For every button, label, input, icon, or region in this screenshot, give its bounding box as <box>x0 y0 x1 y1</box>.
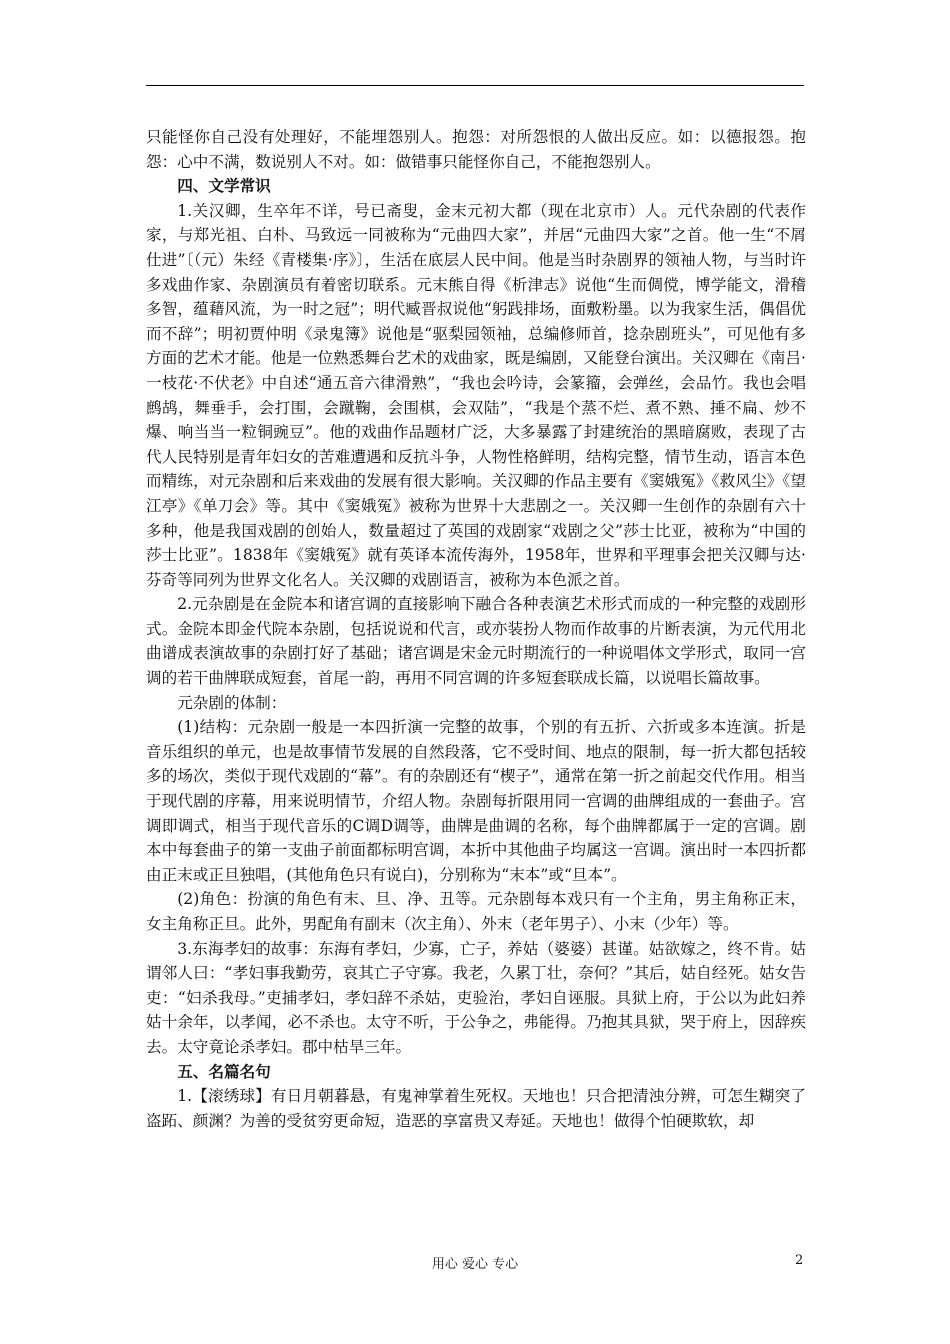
paragraph: 3.东海孝妇的故事：东海有孝妇，少寡，亡子，养姑（婆婆）甚谨。姑欲嫁之，终不肯。姑谓邻人曰：“孝妇事我勤劳，哀其亡子守寡。我老，久累丁壮，奈何？”其后，姑自经死。姑女告吏：“妇杀我母。”吏捕孝妇，孝妇辞不杀姑，吏验治，孝妇自诬服。具狱上府，于公以为此妇养姑十余年，以孝闻，必不杀也。太守不听，于公争之，弗能得。乃抱其具狱，哭于府上，因辞疾去。太守竟论杀孝妇。郡中枯旱三年。 <box>146 939 806 1056</box>
paragraph: 1.关汉卿，生卒年不详，号已斋叟，金末元初大都（现在北京市）人。元代杂剧的代表作家，与郑光祖、白朴、马致远一同被称为“元曲四大家”，并居“元曲四大家”之首。他一生“不屑仕进”〔（元）朱经《青楼集·序》〕，生活在底层人民中间。他是当时杂剧界的领袖人物，与当时许多戏曲作家、杂剧演员有着密切联系。元末熊自得《析津志》说他“生而倜傥，博学能文，滑稽多智，蕴藉风流，为一时之冠”；明代臧晋叔说他“躬践排场，面敷粉墨。以为我家生活，偶倡优而不辞”；明初贾仲明《录鬼簿》说他是“驱梨园领袖，总编修师首，捻杂剧班头”，可见他有多方面的艺术才能。他是一位熟悉舞台艺术的戏曲家，既是编剧，又能登台演出。关汉卿在《南吕·一枝花·不伏老》中自述“通五音六律滑熟”，“我也会吟诗，会篆籀，会弹丝，会品竹。我也会唱鹧鸪，舞垂手，会打围，会蹴鞠，会围棋，会双陆”，“我是个蒸不烂、煮不熟、捶不扁、炒不爆、响当当一粒铜豌豆”。他的戏曲作品题材广泛，大多暴露了封建统治的黑暗腐败，表现了古代人民特别是青年妇女的苦难遭遇和反抗斗争，人物性格鲜明，结构完整，情节生动，语言本色而精练，对元杂剧和后来戏曲的发展有很大影响。关汉卿的作品主要有《窦娥冤》《救风尘》《望江亭》《单刀会》等。其中《窦娥冤》被称为世界十大悲剧之一。关汉卿一生创作的杂剧有六十多种，他是我国戏剧的创始人，数量超过了英国的戏剧家“戏剧之父”莎士比亚，被称为“中国的莎士比亚”。1838年《窦娥冤》就有英译本流传海外，1958年，世界和平理事会把关汉卿与达·芬奇等同列为世界文化名人。关汉卿的戏剧语言，被称为本色派之首。 <box>146 201 806 589</box>
document-body <box>146 125 806 1133</box>
paragraph: 元杂剧的体制： <box>177 693 287 712</box>
paragraph: 1.【滚绣球】有日月朝暮悬，有鬼神掌着生死权。天地也！只合把清浊分辨，可怎生糊突了盗跖、颜渊？为善的受贫穷更命短，造恶的享富贵又寿延。天地也！做得个怕硬欺软，却 <box>146 1087 806 1130</box>
footer-motto: 用心 爱心 专心 <box>431 1257 519 1272</box>
section-heading: 四、文学常识 <box>177 176 271 196</box>
paragraph: 2.元杂剧是在金院本和诸宫调的直接影响下融合各种表演艺术形式而成的一种完整的戏剧形式。金院本即金代院本杂剧，包括说说和代言，或亦装扮人物而作故事的片断表演，为元代用北曲谱成表演故事的杂剧打好了基础；诸宫调是宋金元时期流行的一种说唱体文学形式，取同一宫调的若干曲牌联成短套，首尾一韵，再用不同宫调的许多短套联成长篇，以说唱长篇故事。 <box>146 595 806 688</box>
paragraph: (2)角色：扮演的角色有末、旦、净、丑等。元杂剧每本戏只有一个主角，男主角称正末，女主角称正旦。此外，男配角有副末（次主角）、外末（老年男子）、小末（少年）等。 <box>146 890 806 933</box>
paragraph: 只能怪你自己没有处理好，不能埋怨别人。抱怨：对所怨恨的人做出反应。如：以德报怨。抱怨：心中不满，数说别人不对。如：做错事只能怪你自己，不能抱怨别人。 <box>146 128 806 171</box>
header-rule <box>146 85 804 86</box>
paragraph: (1)结构：元杂剧一般是一本四折演一完整的故事，个别的有五折、六折或多本连演。折是音乐组织的单元，也是故事情节发展的自然段落，它不受时间、地点的限制，每一折大都包括较多的场次，类似于现代戏剧的“幕”。有的杂剧还有“楔子”，通常在第一折之前起交代作用。相当于现代剧的序幕，用来说明情节，介绍人物。杂剧每折限用同一宫调的曲牌组成的一套曲子。宫调即调式，相当于现代音乐的C调D调等，曲牌是曲调的名称，每个曲牌都属于一定的宫调。剧本中每套曲子的第一支曲子前面都标明宫调，本折中其他曲子均属这一宫调。演出时一本四折都由正末或正旦独唱，(其他角色只有说白)，分别称为“末本”或“旦本”。 <box>146 718 806 884</box>
section-heading: 五、名篇名句 <box>177 1061 271 1081</box>
page-number: 2 <box>795 1253 804 1268</box>
